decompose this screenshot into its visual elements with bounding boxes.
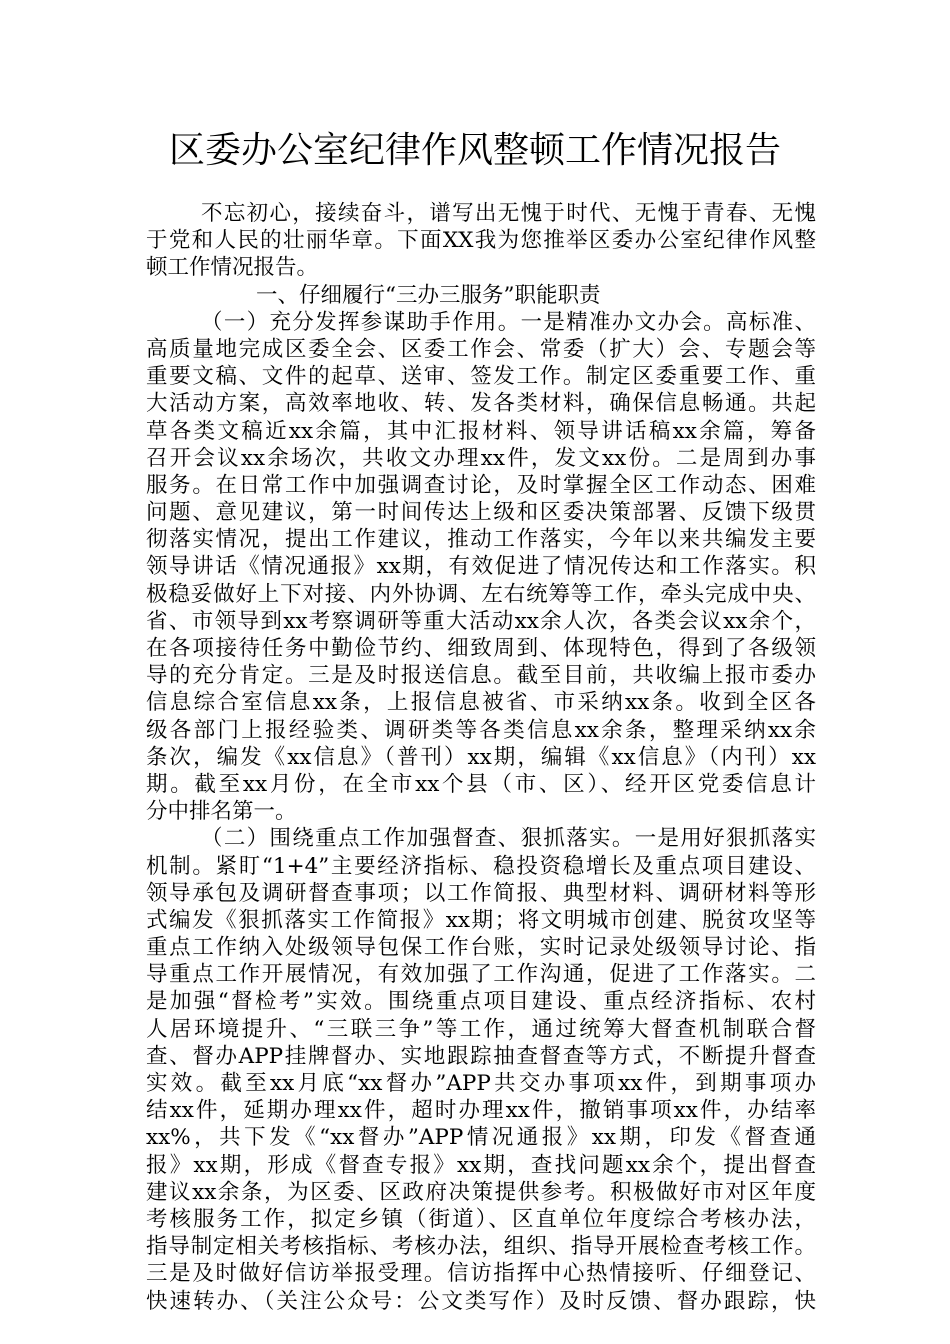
paragraph-line: （一）充分发挥参谋助手作用。一是精准办文办会。高标准、 (201, 309, 816, 335)
paragraph-line: 服务。在日常工作中加强调查讨论，及时掌握全区工作动态、困难 (146, 472, 816, 498)
paragraph-line: 实效。截至xx月底“xx督办”APP共交办事项xx件，到期事项办 (146, 1071, 816, 1096)
paragraph-line: 草各类文稿近xx余篇，其中汇报材料、领导讲话稿xx余篇，筹备 (146, 418, 816, 444)
paragraph-line: 极稳妥做好上下对接、内外协调、左右统筹等工作，牵头完成中央、 (146, 581, 816, 607)
paragraph-line: 顿工作情况报告。 (146, 255, 319, 281)
paragraph-line: 式编发《狠抓落实工作简报》xx期；将文明城市创建、脱贫攻坚等 (146, 907, 816, 933)
paragraph-line: （二）围绕重点工作加强督查、狠抓落实。一是用好狠抓落实 (201, 826, 816, 852)
paragraph-line: 省、市领导到xx考察调研等重大活动xx余人次，各类会议xx余个， (146, 608, 816, 634)
paragraph-line: xx%，共下发《“xx督办”APP情况通报》xx期，印发《督查通 (146, 1125, 816, 1151)
paragraph-line: 问题、意见建议，第一时间传达上级和区委决策部署、反馈下级贯 (146, 500, 816, 526)
document-body (146, 200, 816, 1315)
paragraph-line: 大活动方案，高效率地收、转、发各类材料，确保信息畅通。共起 (146, 391, 816, 417)
paragraph-line: 人居环境提升、“三联三争”等工作，通过统筹大督查机制联合督 (146, 1016, 816, 1042)
paragraph-line: 重要文稿、文件的起草、送审、签发工作。制定区委重要工作、重 (146, 364, 816, 390)
paragraph-line: 在各项接待任务中勤俭节约、细致周到、体现特色，得到了各级领 (146, 636, 816, 661)
paragraph-line: 期。截至xx月份，在全市xx个县（市、区）、经开区党委信息计 (146, 771, 816, 797)
paragraph-line: 重点工作纳入处级领导包保工作台账，实时记录处级领导讨论、指 (146, 935, 816, 961)
paragraph-line: 分中排名第一。 (146, 799, 297, 825)
paragraph-line: 结xx件，延期办理xx件，超时办理xx件，撤销事项xx件，办结率 (146, 1098, 816, 1124)
paragraph-line: 导重点工作开展情况，有效加强了工作沟通，促进了工作落实。二 (146, 962, 816, 988)
paragraph-line: 召开会议xx余场次，共收文办理xx件，发文xx份。二是周到办事 (146, 445, 816, 471)
paragraph-line: 查、督办APP挂牌督办、实地跟踪抽查督查等方式，不断提升督查 (146, 1043, 816, 1069)
paragraph-line: 领导讲话《情况通报》xx期，有效促进了情况传达和工作落实。积 (146, 554, 816, 580)
paragraph-line: 快速转办、（关注公众号：公文类写作）及时反馈、督办跟踪，快 (146, 1288, 816, 1314)
paragraph-line: 领导承包及调研督查事项；以工作简报、典型材料、调研材料等形 (146, 880, 816, 906)
document-title: 区委办公室纪律作风整顿工作情况报告 (168, 130, 781, 171)
paragraph-line: 于党和人民的壮丽华章。下面XX我为您推举区委办公室纪律作风整 (146, 228, 816, 254)
paragraph-line: 导的充分肯定。三是及时报送信息。截至目前，共收编上报市委办 (146, 663, 816, 689)
paragraph-line: 指导制定相关考核指标、考核办法，组织、指导开展检查考核工作。 (146, 1234, 816, 1260)
section-heading: 一、仔细履行“三办三服务”职能职责 (256, 282, 601, 308)
paragraph-line: 级各部门上报经验类、调研类等各类信息xx余条，整理采纳xx余 (146, 717, 816, 743)
paragraph-line: 是加强“督检考”实效。围绕重点项目建设、重点经济指标、农村 (146, 989, 816, 1015)
paragraph-line: 条次，编发《xx信息》（普刊）xx期，编辑《xx信息》（内刊）xx (146, 744, 816, 770)
paragraph-line: 不忘初心，接续奋斗，谱写出无愧于时代、无愧于青春、无愧 (201, 201, 816, 226)
paragraph-line: 报》xx期，形成《督查专报》xx期，查找问题xx余个，提出督查 (146, 1152, 816, 1178)
paragraph-line: 高质量地完成区委全会、区委工作会、常委（扩大）会、专题会等 (146, 336, 816, 362)
paragraph-line: 三是及时做好信访举报受理。信访指挥中心热情接听、仔细登记、 (146, 1261, 816, 1287)
paragraph-line: 建议xx余条，为区委、区政府决策提供参考。积极做好市对区年度 (146, 1179, 816, 1205)
paragraph-line: 彻落实情况，提出工作建议，推动工作落实，今年以来共编发主要 (146, 527, 816, 553)
paragraph-line: 机制。紧盯“1+4”主要经济指标、稳投资稳增长及重点项目建设、 (146, 853, 816, 879)
paragraph-line: 信息综合室信息xx条，上报信息被省、市采纳xx条。收到全区各 (146, 690, 816, 716)
paragraph-line: 考核服务工作，拟定乡镇（街道）、区直单位年度综合考核办法， (146, 1206, 816, 1232)
